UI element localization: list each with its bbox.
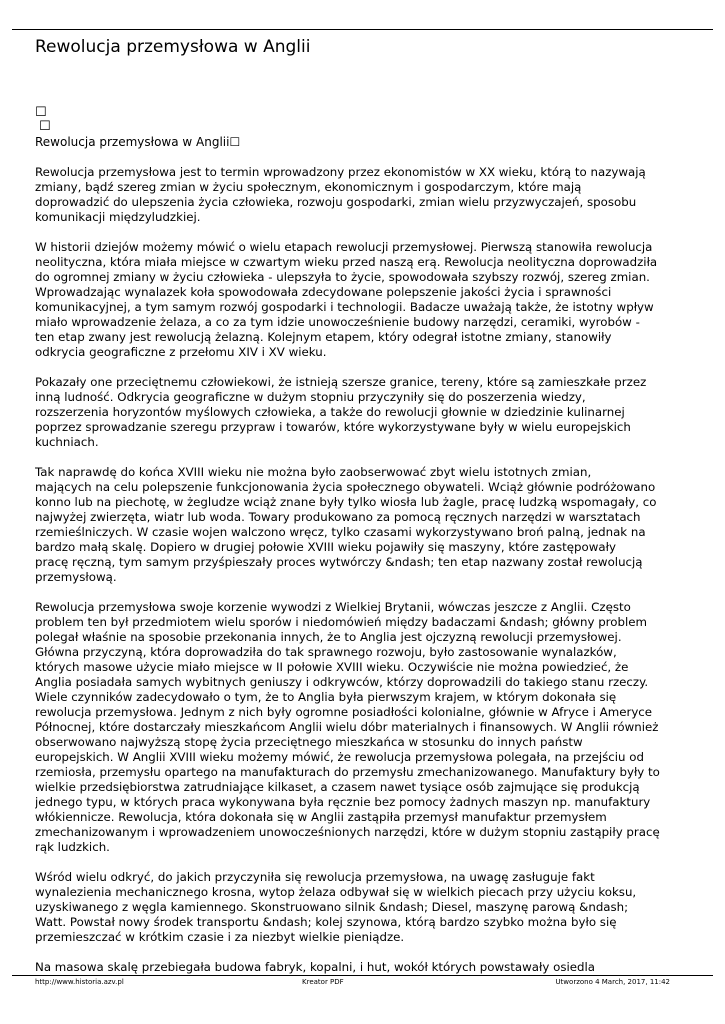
missing-image-icon: ☐ [35,105,47,120]
placeholder-icons [35,106,51,134]
article-body [35,165,695,975]
article-subtitle: Rewolucja przemysłowa w Anglii☐ [35,135,241,149]
footer-rule [12,975,713,976]
footer-created-date: Utworzono 4 March, 2017, 11:42 [555,978,670,986]
footer-url: http://www.historia.azv.pl [35,978,124,986]
paragraph: Pokazały one przeciętnemu człowiekowi, że istnieją szersze granice, tereny, które są zamieszkałe przez inną ludność. Odkrycia geograficzne w dużym stopniu przyczyniły się do poszerzenia wiedzy, rozszerzenia horyzontów myślowych człowieka, a także do rewolucji głownie w dziedzinie kulinarnej poprzez sprowadzanie szeregu przypraw i towarów, które wykorzystywane były w wielu europejskich kuchniach. [35,375,647,449]
paragraph: Wśród wielu odkryć, do jakich przyczyniła się rewolucja przemysłowa, na uwagę zasługuje fakt wynalezienia mechanicznego krosna, wytop żelaza odbywał się w wielkich piecach przy użyciu koksu, uzyskiwanego z węgla kamiennego. Skonstruowano silnik &ndash; Diesel, maszynę parową &ndash; Watt. Powstał nowy środek transportu &ndash; kolej szynowa, którą bardzo szybko można było się przemieszczać w krótkim czasie i za niezbyt wielkie pieniądze. [35,870,637,944]
missing-image-icon: ☐ [39,119,51,134]
paragraph: Rewolucja przemysłowa swoje korzenie wywodzi z Wielkiej Brytanii, wówczas jeszcze z Anglii. Często problem ten był przedmiotem wielu sporów i niedomówień między badaczami &ndash; główny problem polegał właśnie na sposobie przekonania innych, że to Anglia jest ojczyzną rewolucji przemysłowej. Główna przyczyną, która doprowadziła do tak sprawnego rozwoju, było zastosowanie wynalazków, których masowe użycie miało miejsce w II połowie XVIII wieku. Oczywiście nie można powiedzieć, że Anglia posiadała samych wybitnych geniuszy i odkrywców, którzy doprowadzili do takiego stanu rzeczy. Wiele czynników zadecydowało o tym, że to Anglia była pierwszym krajem, w którym dokonała się rewolucja przemysłowa. Jednym z nich były ogromne posiadłości kolonialne, głównie w Afryce i Ameryce Północnej, które dostarczały mieszkańcom Anglii wielu dóbr materialnych i finansowych. W Anglii również obserwowano najwyższą stopę życia przeciętnego mieszkańca w stosunku do innych państw europejskich. W Anglii XVIII wieku możemy mówić, że rewolucja przemysłowa polegała, na przejściu od rzemiosła, przemysłu opartego na manufakturach do przemysłu zmechanizowanego. Manufaktury były to wielkie przedsiębiorstwa zatrudniające kilkaset, a czasem nawet tysiące osób zajmujące się produkcją jednego typu, w których praca wykonywana była ręcznie bez pomocy żadnych maszyn np. manufaktury włókiennicze. Rewolucja, która dokonała się w Anglii zastąpiła przemysł manufaktur przemysłem zmechanizowanym i wprowadzeniem unowocześnionych narzędzi, które w dużym stopniu zastąpiły pracę rąk ludzkich. [35,600,660,854]
paragraph: W historii dziejów możemy mówić o wielu etapach rewolucji przemysłowej. Pierwszą stanowiła rewolucja neolityczna, która miała miejsce w czwartym wieku przed naszą erą. Rewolucja neolityczna doprowadziła do ogromnej zmiany w życiu człowieka - ulepszyła to życie, spowodowała szybszy rozwój, szereg zmian. Wprowadzając wynalazek koła spowodowała zdecydowane polepszenie jakości życia i sprawności komunikacyjnej, a tym samym rozwój gospodarki i technologii. Badacze uważają także, że istotny wpływ miało wprowadzenie żelaza, a co za tym idzie unowocześnienie budowy narzędzi, ceramiki, wyrobów - ten etap zwany jest rewolucją żelazną. Kolejnym etapem, który odegrał istotne zmiany, stanowiły odkrycia geograficzne z przełomu XIV i XV wieku. [35,240,658,359]
paragraph: Na masowa skalę przebiegała budowa fabryk, kopalni, i hut, wokół których powstawały osiedla [35,960,596,974]
paragraph: Rewolucja przemysłowa jest to termin wprowadzony przez ekonomistów w XX wieku, którą to nazywają zmiany, bądź szereg zmian w życiu społecznym, ekonomicznym i gospodarczym, które mają doprowadzić do ulepszenia życia człowieka, rozwoju gospodarki, zmian wielu przyzwyczajeń, sposobu komunikacji międzyludzkiej. [35,165,646,224]
page-title: Rewolucja przemysłowa w Anglii [35,37,311,57]
footer-generator: Kreator PDF [302,978,344,986]
paragraph: Tak naprawdę do końca XVIII wieku nie można było zaobserwować zbyt wielu istotnych zmian, mających na celu polepszenie funkcjonowania życia społecznego obywateli. Wciąż głównie podróżowano konno lub na piechotę, w żegludze wciąż znane były tylko wiosła lub żagle, pracę ludzką wspomagały, co najwyżej zwierzęta, wiatr lub woda. Towary produkowano za pomocą ręcznych narzędzi w warsztatach rzemieślniczych. W czasie wojen walczono wręcz, tylko czasami wykorzystywano broń palną, jednak na bardzo małą skalę. Dopiero w drugiej połowie XVIII wieku pojawiły się maszyny, które zastępowały pracę ręczną, tym samym przyśpieszały proces wytwórczy &ndash; ten etap nazwany został rewolucją przemysłową. [35,465,657,584]
header-rule [12,29,713,30]
